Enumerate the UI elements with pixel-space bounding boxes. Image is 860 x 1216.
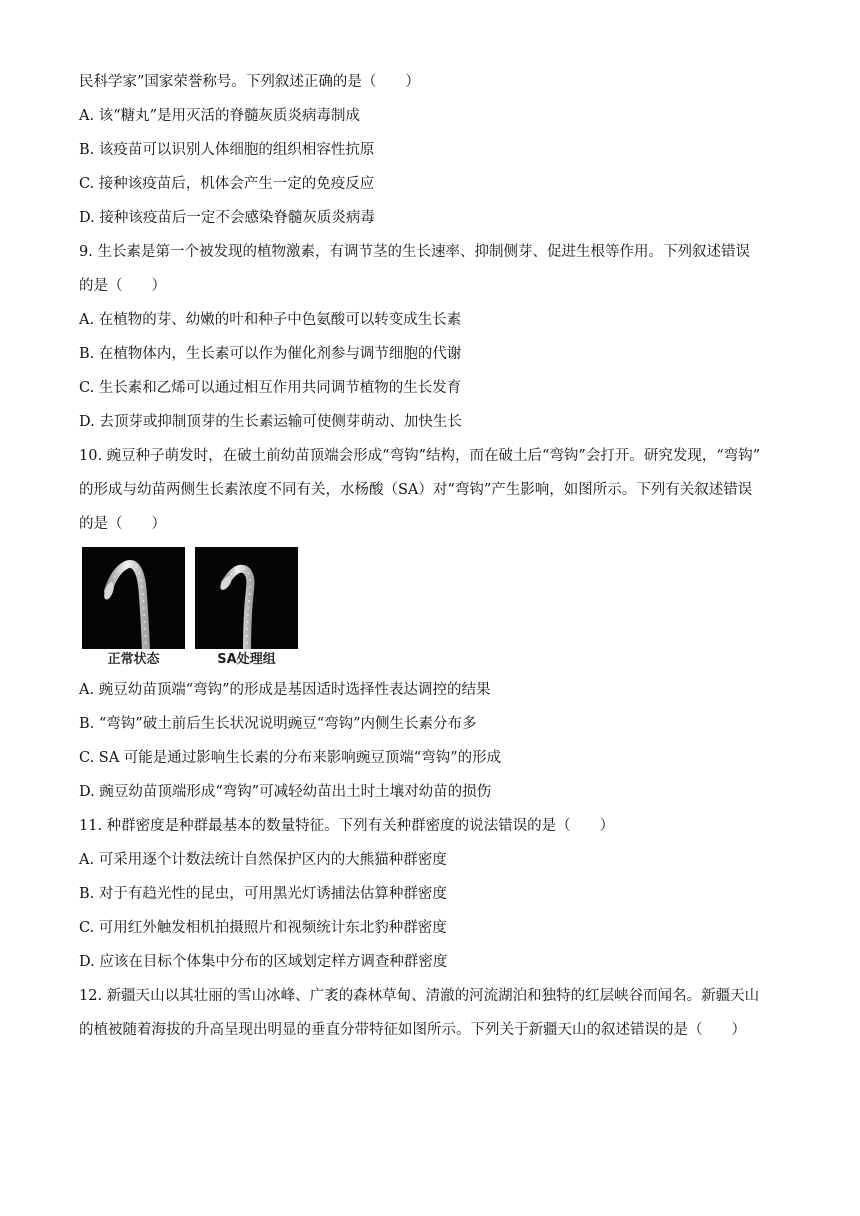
- text-line: 民科学家”国家荣誉称号。下列叙述正确的是（ ）: [79, 74, 420, 90]
- option-d: D. 应该在目标个体集中分布的区域划定样方调查种群密度: [79, 954, 448, 970]
- question-11-stem: 11. 种群密度是种群最基本的数量特征。下列有关种群密度的说法错误的是（ ）: [79, 818, 615, 834]
- question-10-stem-cont: 的形成与幼苗两侧生长素浓度不同有关，水杨酸（SA）对“弯钩”产生影响，如图所示。下列有关叙述错误: [79, 482, 753, 498]
- option-b: B. 在植物体内，生长素可以作为催化剂参与调节细胞的代谢: [79, 346, 462, 362]
- option-a: A. 在植物的芽、幼嫩的叶和种子中色氨酸可以转变成生长素: [79, 312, 462, 328]
- option-a: A. 豌豆幼苗顶端“弯钩”的形成是基因适时选择性表达调控的结果: [79, 682, 491, 698]
- question-12-stem-cont: 的植被随着海拔的升高呈现出明显的垂直分带特征如图所示。下列关于新疆天山的叙述错误的是（ ）: [79, 1022, 746, 1038]
- question-10-stem: 10. 豌豆种子萌发时，在破土前幼苗顶端会形成“弯钩”结构，而在破土后“弯钩”会打开。研究发现，“弯钩”: [79, 448, 761, 464]
- question-9-stem: 9. 生长素是第一个被发现的植物激素，有调节茎的生长速率、抑制侧芽、促进生根等作用。下列叙述错误: [79, 244, 750, 260]
- caption-sa-treated: SA处理组: [217, 652, 276, 667]
- option-a: A. 该“糖丸”是用灭活的脊髓灰质炎病毒制成: [79, 108, 361, 124]
- option-c: C. 接种该疫苗后，机体会产生一定的免疫反应: [79, 176, 375, 192]
- option-c: C. 生长素和乙烯可以通过相互作用共同调节植物的生长发育: [79, 380, 462, 396]
- sa-treated-photo: [195, 547, 298, 649]
- normal-state-photo: [82, 547, 185, 649]
- option-b: B. 该疫苗可以识别人体细胞的组织相容性抗原: [79, 142, 375, 158]
- option-d: D. 豌豆幼苗顶端形成“弯钩”可减轻幼苗出土时土壤对幼苗的损伤: [79, 784, 492, 800]
- question-9-stem-cont: 的是（ ）: [79, 278, 166, 294]
- caption-normal-state: 正常状态: [107, 652, 160, 667]
- option-c: C. SA 可能是通过影响生长素的分布来影响豌豆顶端“弯钩”的形成: [79, 750, 502, 766]
- option-d: D. 去顶芽或抑制顶芽的生长素运输可使侧芽萌动、加快生长: [79, 414, 462, 430]
- option-b: B. “弯钩”破土前后生长状况说明豌豆“弯钩”内侧生长素分布多: [79, 716, 477, 732]
- seedling-figure: [82, 547, 300, 671]
- question-12-stem: 12. 新疆天山以其壮丽的雪山冰峰、广袤的森林草甸、清澈的河流湖泊和独特的红层峡谷而闻名。新疆天山: [79, 988, 760, 1004]
- option-d: D. 接种该疫苗后一定不会感染脊髓灰质炎病毒: [79, 210, 375, 226]
- question-10-stem-cont: 的是（ ）: [79, 516, 166, 532]
- option-c: C. 可用红外触发相机拍摄照片和视频统计东北豹种群密度: [79, 920, 447, 936]
- option-b: B. 对于有趋光性的昆虫，可用黑光灯诱捕法估算种群密度: [79, 886, 447, 902]
- option-a: A. 可采用逐个计数法统计自然保护区内的大熊猫种群密度: [79, 852, 447, 868]
